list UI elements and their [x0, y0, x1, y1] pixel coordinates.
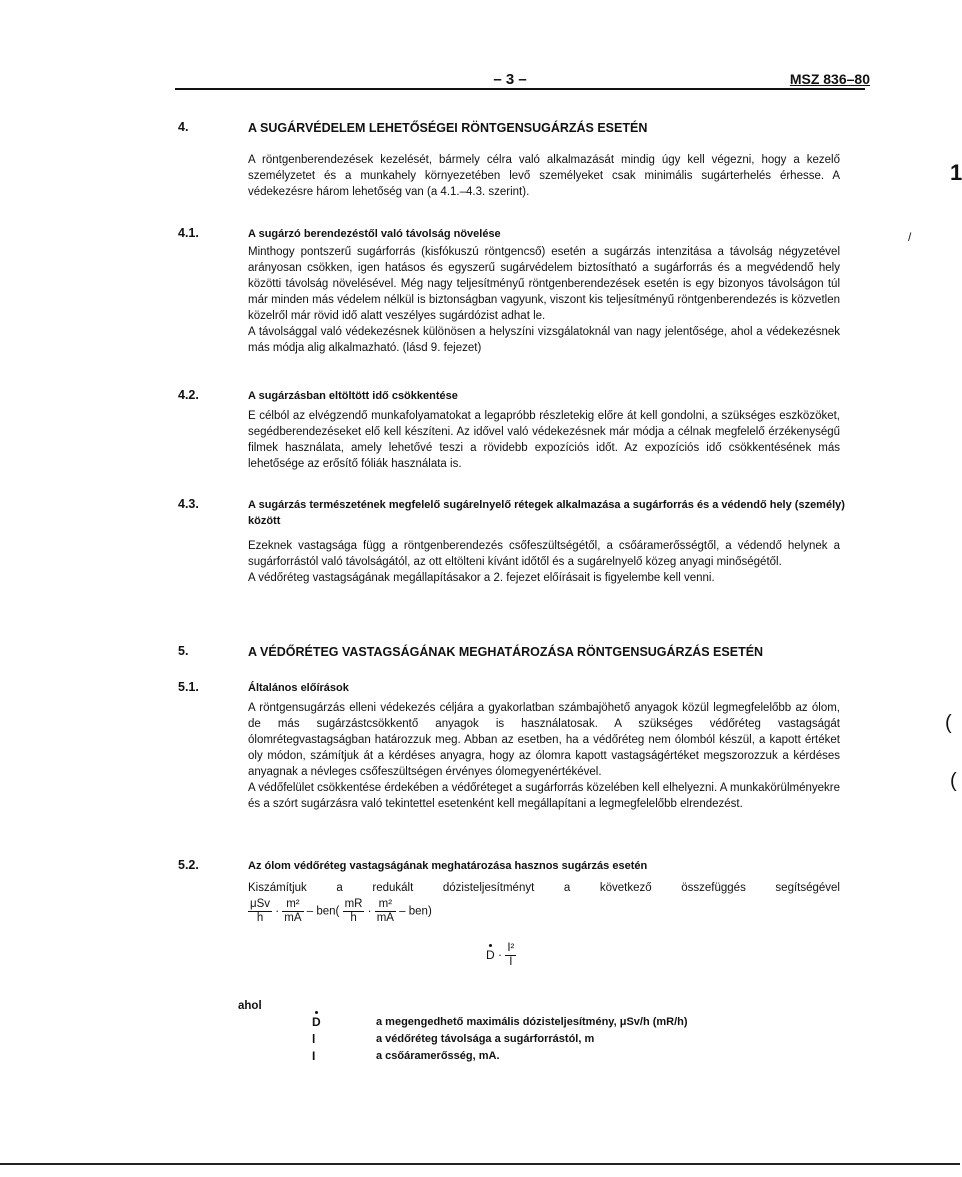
margin-mark-2: /	[908, 230, 912, 244]
section-4-3-para-1: Ezeknek vastagsága függ a röntgenberendezés csőfeszültségétől, a csőáramerősségtől, a védendő helynek a sugárforrástól való távolságától, az ott eltölteni kívánt időtől és a sugárelnyelő közeg anyagi minőségétől.	[248, 540, 840, 568]
section-4-1-para-2: A távolsággal való védekezésnek különösen a helyszíni vizsgálatoknál van nagy jelentősége, ahol a védekezésnek más módja alig alkalmazható. (lásd 9. fejezet)	[248, 326, 840, 354]
section-4-3-number: 4.3.	[178, 497, 199, 511]
page-bottom-rule	[0, 1163, 960, 1165]
header-rule	[175, 88, 865, 90]
section-4-1-text	[248, 244, 840, 356]
formula-main: $\frac{\text{μSv}}{h}$ · $\frac{\text{m²}}{mA}$ – ben( $\frac{mR}{h}$ · $\frac{\text{m²}}{mA}$ – ben)	[250, 898, 432, 924]
formula-frac-2: $\frac{\text{m²}}{mA}$	[284, 898, 302, 924]
margin-mark-3: (	[945, 712, 952, 734]
formula-reduced: D · $\frac{\text{I²}}{I}$	[486, 942, 515, 968]
symbol-d-desc: a megengedhető maximális dózisteljesítmény, μSv/h (mR/h)	[376, 1016, 688, 1028]
symbol-i-desc: a csőáramerősség, mA.	[376, 1050, 500, 1062]
section-4-2-title: A sugárzásban eltöltött idő csökkentése	[248, 390, 458, 402]
section-4-2-number: 4.2.	[178, 388, 199, 402]
section-4-intro: A röntgenberendezések kezelését, bármely célra való alkalmazását mindig úgy kell végezni, hogy a kezelő személyzetet és a munkahely környezetében levő személyeket csak minimális sugárterhelés érhesse. A védekezésre három lehetőség van (a 4.1.–4.3. szerint).	[248, 154, 840, 198]
section-5-2-number: 5.2.	[178, 858, 199, 872]
section-4-1-number: 4.1.	[178, 226, 199, 240]
section-5-1-text	[248, 700, 840, 812]
symbol-i: I	[312, 1049, 316, 1063]
standard-code: MSZ 836–80	[789, 71, 870, 87]
section-4-2-para-1: E célból az elvégzendő munkafolyamatokat a legapróbb részletekig előre át kell gondolni, a szükséges eszközöket, segédberendezéseket elő kell készíteni. Az idővel való védekezésnek már módja a célnak megfelelő érzékenységű filmek használata, amely lehetővé teszi a rövidebb expozíciós időt. Az expozíciós idő csökkentésének más lehetősége az erősítő fóliák használata is.	[248, 410, 840, 470]
section-4-1-title: A sugárzó berendezéstől való távolság növelése	[248, 228, 501, 240]
section-4-3-title: A sugárzás természetének megfelelő sugárelnyelő rétegek alkalmazása a sugárforrás és a védendő hely (személy) között	[248, 499, 845, 527]
section-5-1-para-1: A röntgensugárzás elleni védekezés céljára a gyakorlatban számbajöhető anyagok közül legmegfelelőbb az ólom, de más sugárzástcsökkentő anyagok is használatosak. A szükséges védőréteg vastagságát ólomrétegvastagságban határozzuk meg. Abban az esetben, ha a védőréteg nem ólomból készül, a kapott értéket oly módon, számítjuk át a kérdéses anyagra, hogy az ólomra kapott vastagságértéket megszorozzuk a kérdéses anyagnak a névleges csőfeszültségen érvényes ólomegyenértékével.	[248, 702, 840, 778]
formula-frac-4: $\frac{\text{m²}}{mA}$	[376, 898, 394, 924]
section-5-title: A VÉDŐRÉTEG VASTAGSÁGÁNAK MEGHATÁROZÁSA RÖNTGENSUGÁRZÁS ESETÉN	[248, 645, 764, 659]
section-4-3-para-2: A védőréteg vastagságának megállapításakor a 2. fejezet előírásait is figyelembe kell venni.	[248, 572, 715, 584]
section-5-2-para-1: Kiszámítjuk a redukált dózisteljesítményt a következő összefüggés segítségével	[248, 882, 840, 894]
symbol-l: l	[312, 1032, 316, 1046]
where-label: ahol	[238, 1000, 262, 1012]
section-5-1-para-2: A védőfelület csökkentése érdekében a védőréteget a sugárforrás közelében kell elhelyezni. A munkakörülményekre és a szórt sugárzásra való tekintettel esetenként kell megállapítani a legmegfelelőbb elrendezést.	[248, 782, 840, 810]
margin-mark-1: 1	[950, 160, 962, 185]
formula-frac-reduced: $\frac{\text{I²}}{I}$	[507, 942, 515, 968]
section-4-number: 4.	[178, 120, 189, 134]
section-4-1-para-1: Minthogy pontszerű sugárforrás (kisfókuszú röntgencső) esetén a sugárzás intenzitása a távolság négyzetével arányosan csökken, igen hatásos és egyszerű sugárvédelem biztosítható a sugárforrás és a megvédendő hely közötti távolság növelésével. Még nagy teljesítményű röntgenberendezések esetén is egy bizonyos távolságon túl már minden más védelem nélkül is biztonságban vagyunk, viszont kis teljesítményű röntgenberendezés is közvetlen közelről már rövid idő alatt veszélyes sugárdózist adhat le.	[248, 246, 840, 322]
section-5-number: 5.	[178, 644, 189, 658]
section-4-title: A SUGÁRVÉDELEM LEHETŐSÉGEI RÖNTGENSUGÁRZÁS ESETÉN	[248, 121, 648, 135]
section-5-2-title: Az ólom védőréteg vastagságának meghatározása hasznos sugárzás esetén	[248, 860, 648, 872]
section-5-1-title: Általános előírások	[248, 682, 349, 694]
symbol-l-desc: a védőréteg távolsága a sugárforrástól, m	[376, 1033, 595, 1045]
page-number: – 3 –	[493, 71, 527, 88]
formula-frac-3: $\frac{mR}{h}$	[344, 898, 363, 924]
section-5-1-number: 5.1.	[178, 680, 199, 694]
symbol-d: D	[312, 1015, 321, 1029]
margin-mark-4: (	[950, 770, 957, 792]
formula-frac-1: $\frac{\text{μSv}}{h}$	[250, 898, 271, 924]
section-4-3-text	[248, 538, 840, 586]
